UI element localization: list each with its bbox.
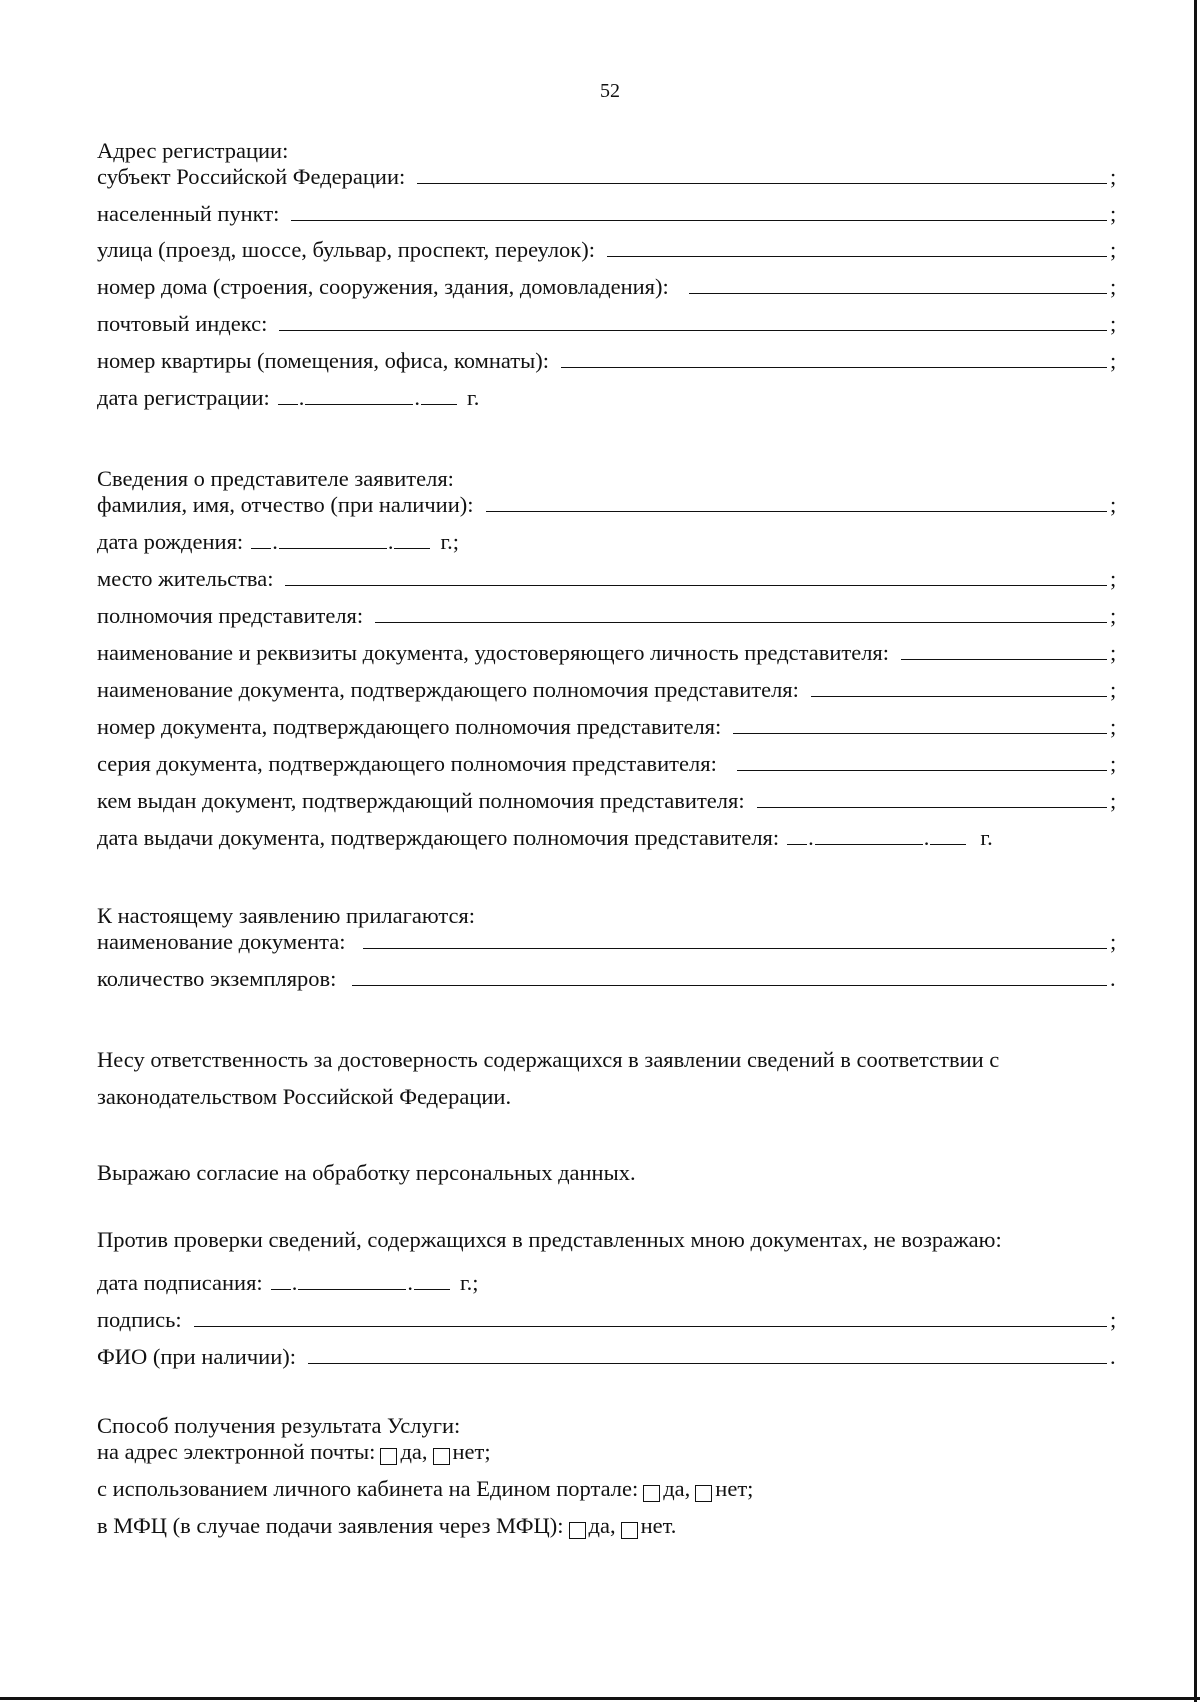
field-label: почтовый индекс:: [97, 311, 268, 336]
blank-line[interactable]: [607, 255, 1107, 257]
field-label: наименование документа:: [97, 929, 346, 954]
birth-date-field[interactable]: дата рождения: . . г.;: [97, 529, 460, 554]
field-end: ;: [1110, 677, 1117, 702]
page-edge-bottom: [0, 1697, 1200, 1700]
field-end: ;: [1110, 201, 1117, 226]
result-heading: Способ получения результата Услуги:: [97, 1413, 461, 1438]
field-end: ;: [1110, 492, 1117, 517]
result-option-mfc: [97, 1509, 1122, 1539]
option-label: с использованием личного кабинета на Едином портале:: [97, 1476, 639, 1501]
option-label: на адрес электронной почты:: [97, 1439, 376, 1464]
signature-field[interactable]: [97, 1303, 1122, 1333]
registration-heading: Адрес регистрации:: [97, 138, 289, 163]
blank-line[interactable]: [363, 947, 1107, 949]
field-label: номер дома (строения, сооружения, здания, домовладения):: [97, 274, 669, 299]
field-label: количество экземпляров:: [97, 966, 337, 991]
day-blank[interactable]: [278, 403, 298, 405]
no-label: нет;: [715, 1476, 754, 1501]
residence-field[interactable]: [97, 562, 1122, 592]
field-end: ;: [1110, 751, 1117, 776]
attachments-heading: К настоящему заявлению прилагаются:: [97, 903, 476, 928]
field-label: серия документа, подтверждающего полномочия представителя:: [97, 751, 717, 776]
authority-document-name-field[interactable]: [97, 673, 1122, 703]
blank-line[interactable]: [308, 1362, 1107, 1364]
month-blank[interactable]: [279, 547, 387, 549]
month-blank[interactable]: [305, 403, 413, 405]
yes-label: да,: [400, 1439, 428, 1464]
field-end: ;: [1110, 311, 1117, 336]
blank-line[interactable]: [901, 658, 1107, 660]
apartment-field[interactable]: [97, 344, 1122, 374]
blank-line[interactable]: [737, 769, 1107, 771]
blank-line[interactable]: [733, 732, 1107, 734]
no-checkbox[interactable]: [695, 1485, 712, 1502]
field-label: дата рождения:: [97, 529, 244, 554]
field-end: ;: [1110, 348, 1117, 373]
identity-document-field[interactable]: [97, 636, 1122, 666]
field-end: .: [1110, 1344, 1116, 1369]
date-suffix: г.;: [440, 529, 460, 554]
authority-document-issuer-field[interactable]: [97, 784, 1122, 814]
field-label: дата подписания:: [97, 1270, 263, 1295]
locality-field[interactable]: [97, 197, 1122, 227]
field-end: .: [1110, 966, 1116, 991]
yes-label: да,: [588, 1513, 616, 1538]
day-blank[interactable]: [787, 843, 807, 845]
field-end: ;: [1110, 164, 1117, 189]
blank-line[interactable]: [352, 984, 1107, 986]
no-label: нет.: [640, 1513, 677, 1538]
day-blank[interactable]: [251, 547, 271, 549]
representative-name-field[interactable]: [97, 488, 1122, 518]
attachment-name-field[interactable]: [97, 925, 1122, 955]
date-suffix: г.: [980, 825, 993, 850]
field-end: ;: [1110, 603, 1117, 628]
field-label: место жительства:: [97, 566, 274, 591]
blank-line[interactable]: [194, 1325, 1107, 1327]
month-blank[interactable]: [815, 843, 923, 845]
field-end: ;: [1110, 237, 1117, 262]
yes-checkbox[interactable]: [569, 1522, 586, 1539]
blank-line[interactable]: [561, 366, 1107, 368]
field-label: ФИО (при наличии):: [97, 1344, 296, 1369]
field-label: номер документа, подтверждающего полномочия представителя:: [97, 714, 722, 739]
blank-line[interactable]: [285, 584, 1107, 586]
year-blank[interactable]: [394, 547, 430, 549]
year-blank[interactable]: [930, 843, 966, 845]
authority-document-series-field[interactable]: [97, 747, 1122, 777]
responsibility-statement: Несу ответственность за достоверность содержащихся в заявлении сведений в соответствии с законодательством Российской Федерации.: [97, 1047, 1000, 1109]
field-label: дата регистрации:: [97, 385, 270, 410]
result-option-email: [97, 1435, 1122, 1465]
registration-date-field[interactable]: дата регистрации: . . г.: [97, 385, 480, 410]
yes-checkbox[interactable]: [643, 1485, 660, 1502]
no-checkbox[interactable]: [621, 1522, 638, 1539]
signing-date-field[interactable]: дата подписания: . . г.;: [97, 1270, 479, 1295]
field-label: субъект Российской Федерации:: [97, 164, 406, 189]
blank-line[interactable]: [689, 292, 1107, 294]
authority-field[interactable]: [97, 599, 1122, 629]
field-label: полномочия представителя:: [97, 603, 364, 628]
field-label: подпись:: [97, 1307, 182, 1332]
field-label: улица (проезд, шоссе, бульвар, проспект, переулок):: [97, 237, 595, 262]
blank-line[interactable]: [291, 219, 1107, 221]
field-label: номер квартиры (помещения, офиса, комнаты):: [97, 348, 549, 373]
page-number: 52: [600, 80, 620, 102]
year-blank[interactable]: [414, 1288, 450, 1290]
result-option-portal: [97, 1472, 1122, 1502]
authority-document-number-field[interactable]: [97, 710, 1122, 740]
field-label: кем выдан документ, подтверждающий полномочия представителя:: [97, 788, 745, 813]
blank-line[interactable]: [811, 695, 1107, 697]
field-label: фамилия, имя, отчество (при наличии):: [97, 492, 474, 517]
year-blank[interactable]: [421, 403, 457, 405]
field-end: ;: [1110, 788, 1117, 813]
date-suffix: г.: [467, 385, 480, 410]
yes-checkbox[interactable]: [380, 1448, 397, 1465]
postal-code-field[interactable]: [97, 307, 1122, 337]
representative-heading: Сведения о представителе заявителя:: [97, 466, 454, 491]
page-edge-right: [1194, 0, 1197, 1702]
no-checkbox[interactable]: [433, 1448, 450, 1465]
consent-statement: Выражаю согласие на обработку персональных данных.: [97, 1160, 636, 1185]
option-label: в МФЦ (в случае подачи заявления через МФЦ):: [97, 1513, 564, 1538]
date-suffix: г.;: [459, 1270, 479, 1295]
house-field[interactable]: [97, 270, 1122, 300]
field-label: дата выдачи документа, подтверждающего полномочия представителя:: [97, 825, 780, 850]
field-end: ;: [1110, 640, 1117, 665]
copies-count-field[interactable]: [97, 962, 1122, 992]
day-blank[interactable]: [271, 1288, 291, 1290]
blank-line[interactable]: [279, 329, 1107, 331]
issue-date-field[interactable]: дата выдачи документа, подтверждающего полномочия представителя: . . г.: [97, 825, 993, 850]
field-end: ;: [1110, 566, 1117, 591]
field-end: ;: [1110, 1307, 1117, 1332]
field-label: наименование и реквизиты документа, удостоверяющего личность представителя:: [97, 640, 890, 665]
street-field[interactable]: [97, 233, 1122, 263]
verification-statement: Против проверки сведений, содержащихся в представленных мною документах, не возражаю:: [97, 1227, 1002, 1252]
yes-label: да,: [663, 1476, 691, 1501]
field-end: ;: [1110, 274, 1117, 299]
field-label: населенный пункт:: [97, 201, 280, 226]
no-label: нет;: [452, 1439, 491, 1464]
blank-line[interactable]: [757, 806, 1107, 808]
blank-line[interactable]: [375, 621, 1107, 623]
blank-line[interactable]: [486, 510, 1108, 512]
fio-field[interactable]: [97, 1340, 1122, 1370]
month-blank[interactable]: [298, 1288, 406, 1290]
region-field[interactable]: [97, 160, 1122, 190]
field-end: ;: [1110, 929, 1117, 954]
field-end: ;: [1110, 714, 1117, 739]
blank-line[interactable]: [417, 182, 1107, 184]
field-label: наименование документа, подтверждающего полномочия представителя:: [97, 677, 799, 702]
